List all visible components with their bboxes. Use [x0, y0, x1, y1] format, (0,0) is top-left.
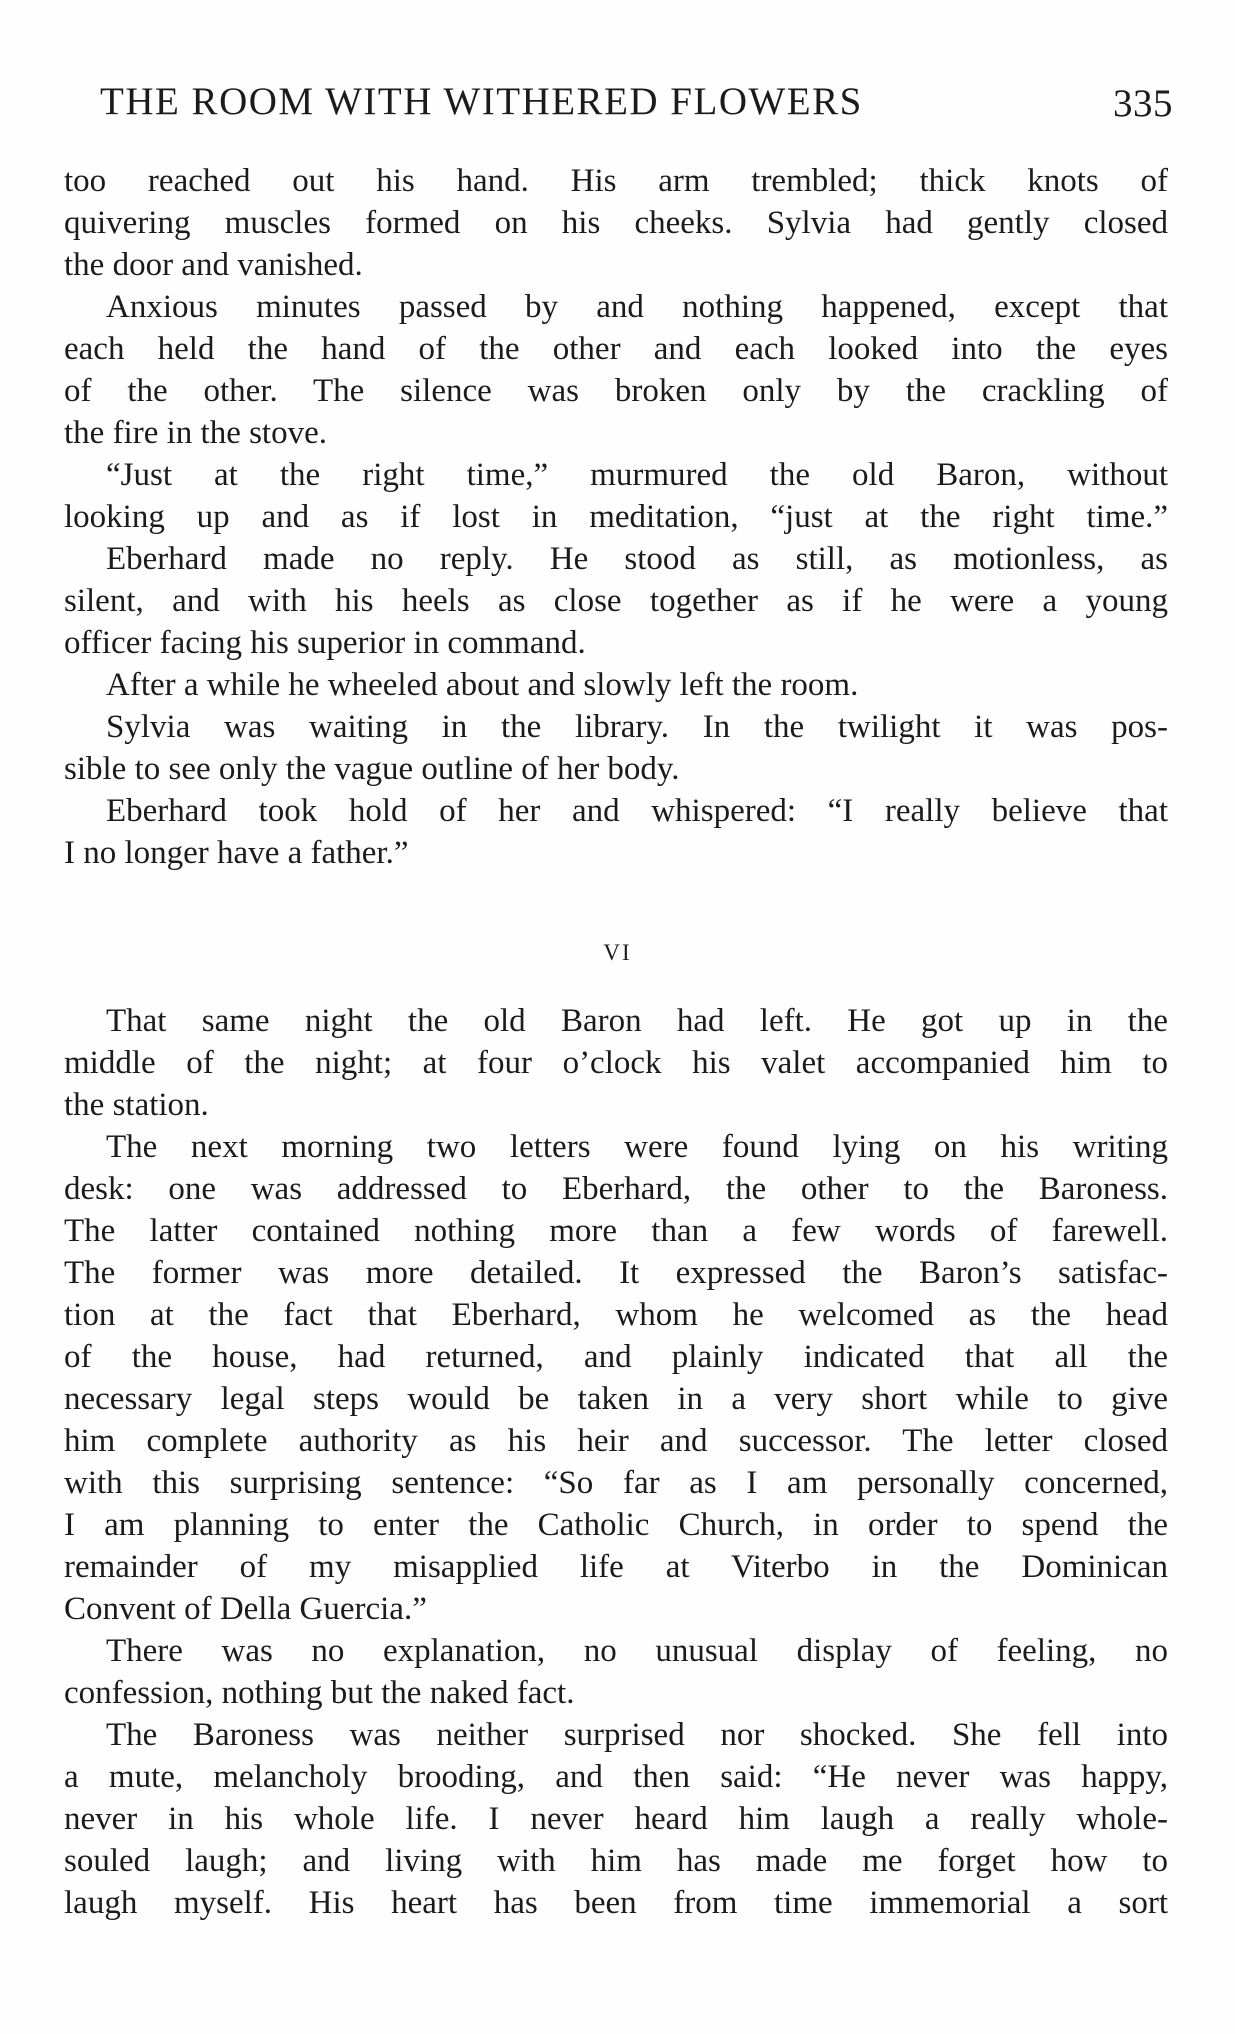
text-line: I no longer have a father.” — [64, 835, 409, 871]
text-line: silent, and with his heels as close together as if he were a young — [64, 583, 1168, 619]
text-line: Sylvia was waiting in the library. In the twilight it was pos- — [106, 709, 1168, 745]
text-line: looking up and as if lost in meditation, “just at the right time.” — [64, 499, 1168, 535]
text-line: remainder of my misapplied life at Viterbo in the Dominican — [64, 1549, 1168, 1585]
text-line: laugh myself. His heart has been from time immemorial a sort — [64, 1885, 1168, 1921]
text-line: souled laugh; and living with him has made me forget how to — [64, 1843, 1168, 1879]
text-line: sible to see only the vague outline of her body. — [64, 751, 680, 787]
section-number: VI — [603, 940, 632, 965]
text-line: Anxious minutes passed by and nothing happened, except that — [106, 289, 1168, 325]
text-line: the station. — [64, 1087, 209, 1123]
text-line: The next morning two letters were found lying on his writing — [106, 1129, 1168, 1165]
text-line: quivering muscles formed on his cheeks. Sylvia had gently closed — [64, 205, 1168, 241]
text-line: Convent of Della Guercia.” — [64, 1591, 427, 1627]
text-line: There was no explanation, no unusual display of feeling, no — [106, 1633, 1168, 1669]
text-line: I am planning to enter the Catholic Church, in order to spend the — [64, 1507, 1168, 1543]
chapter-title: THE ROOM WITH WITHERED FLOWERS — [100, 80, 863, 123]
text-line: The former was more detailed. It expressed the Baron’s satisfac- — [64, 1255, 1168, 1291]
text-line: of the other. The silence was broken only by the crackling of — [64, 373, 1168, 409]
text-line: a mute, melancholy brooding, and then said: “He never was happy, — [64, 1759, 1168, 1795]
text-line: confession, nothing but the naked fact. — [64, 1675, 575, 1711]
text-line: each held the hand of the other and each looked into the eyes — [64, 331, 1168, 367]
text-line: That same night the old Baron had left. He got up in the — [106, 1003, 1168, 1039]
text-line: Eberhard made no reply. He stood as still, as motionless, as — [106, 541, 1168, 577]
text-line: the fire in the stove. — [64, 415, 328, 451]
text-line: too reached out his hand. His arm trembled; thick knots of — [64, 163, 1168, 199]
text-line: The Baroness was neither surprised nor shocked. She fell into — [106, 1717, 1168, 1753]
text-line: the door and vanished. — [64, 247, 363, 283]
text-line: him complete authority as his heir and successor. The letter closed — [64, 1423, 1168, 1459]
text-line: never in his whole life. I never heard him laugh a really whole- — [64, 1801, 1168, 1837]
text-line: officer facing his superior in command. — [64, 625, 586, 661]
text-line: tion at the fact that Eberhard, whom he welcomed as the head — [64, 1297, 1168, 1333]
running-head — [100, 78, 1173, 126]
text-line: middle of the night; at four o’clock his valet accompanied him to — [64, 1045, 1168, 1081]
text-line: necessary legal steps would be taken in a very short while to give — [64, 1381, 1168, 1417]
text-line: desk: one was addressed to Eberhard, the other to the Baroness. — [64, 1171, 1168, 1207]
text-line: Eberhard took hold of her and whispered: “I really believe that — [106, 793, 1168, 829]
text-line: with this surprising sentence: “So far as I am personally concerned, — [64, 1465, 1168, 1501]
text-line: The latter contained nothing more than a few words of farewell. — [64, 1213, 1168, 1249]
page-number: 335 — [1113, 82, 1173, 125]
text-line: of the house, had returned, and plainly indicated that all the — [64, 1339, 1168, 1375]
text-line: “Just at the right time,” murmured the old Baron, without — [106, 457, 1168, 493]
text-line: After a while he wheeled about and slowly left the room. — [106, 667, 859, 703]
